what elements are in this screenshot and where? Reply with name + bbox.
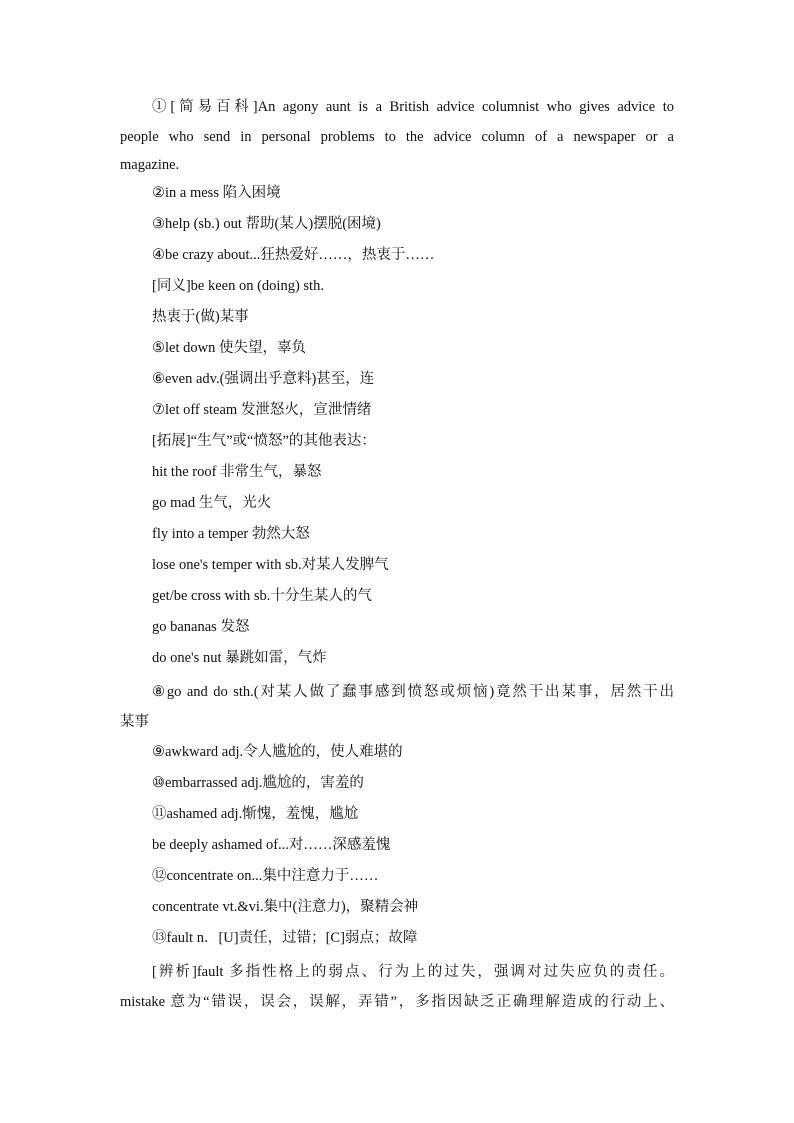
text-line: ⑦let off steam 发泄怒火，宣泄情绪 [152, 402, 372, 418]
text-line: go mad 生气，光火 [152, 495, 272, 511]
text-line: magazine. [120, 157, 180, 173]
text-line: ⑤let down 使失望，辜负 [152, 340, 306, 356]
text-line: do one's nut 暴跳如雷，气炸 [152, 650, 327, 666]
text-line: ⑩embarrassed adj.尴尬的，害羞的 [152, 775, 364, 791]
text-line: lose one's temper with sb.对某人发脾气 [152, 557, 389, 573]
text-line: hit the roof 非常生气，暴怒 [152, 464, 322, 480]
text-line: ⑬fault n．[U]责任，过错；[C]弱点；故障 [152, 930, 418, 946]
text-line: [辨析]fault 多指性格上的弱点、行为上的过失，强调对过失应负的责任。 [152, 964, 674, 980]
text-line: ⑧go and do sth.(对某人做了蠢事感到愤怒或烦恼)竟然干出某事，居然干出 [152, 684, 674, 700]
text-line: fly into a temper 勃然大怒 [152, 526, 310, 542]
text-line: get/be cross with sb.十分生某人的气 [152, 588, 372, 604]
text-line: [同义]be keen on (doing) sth. [152, 278, 324, 294]
text-line: ⑪ashamed adj.惭愧，羞愧，尴尬 [152, 806, 359, 822]
text-line: ③help (sb.) out 帮助(某人)摆脱(困境) [152, 216, 381, 232]
text-line: ⑫concentrate on...集中注意力于…… [152, 868, 379, 884]
text-line: concentrate vt.&vi.集中(注意力)，聚精会神 [152, 899, 419, 915]
text-line: ④be crazy about...狂热爱好……，热衷于…… [152, 247, 435, 263]
text-line: 某事 [120, 714, 149, 730]
text-line: ①[简易百科]An agony aunt is a British advice columnist who gives advice to [152, 99, 674, 115]
text-line: ⑨awkward adj.令人尴尬的，使人难堪的 [152, 744, 403, 760]
text-line: 热衷于(做)某事 [152, 309, 249, 325]
text-line: go bananas 发怒 [152, 619, 250, 635]
text-line: mistake 意为“错误，误会，误解，弄错”，多指因缺乏正确理解造成的行动上、 [120, 994, 674, 1010]
text-line: [拓展]“生气”或“愤怒”的其他表达： [152, 433, 376, 449]
text-line: be deeply ashamed of...对……深感羞愧 [152, 837, 391, 853]
text-line: ⑥even adv.(强调出乎意料)甚至，连 [152, 371, 375, 387]
text-line: ②in a mess 陷入困境 [152, 185, 281, 201]
text-line: people who send in personal problems to the advice column of a newspaper or a [120, 129, 674, 145]
